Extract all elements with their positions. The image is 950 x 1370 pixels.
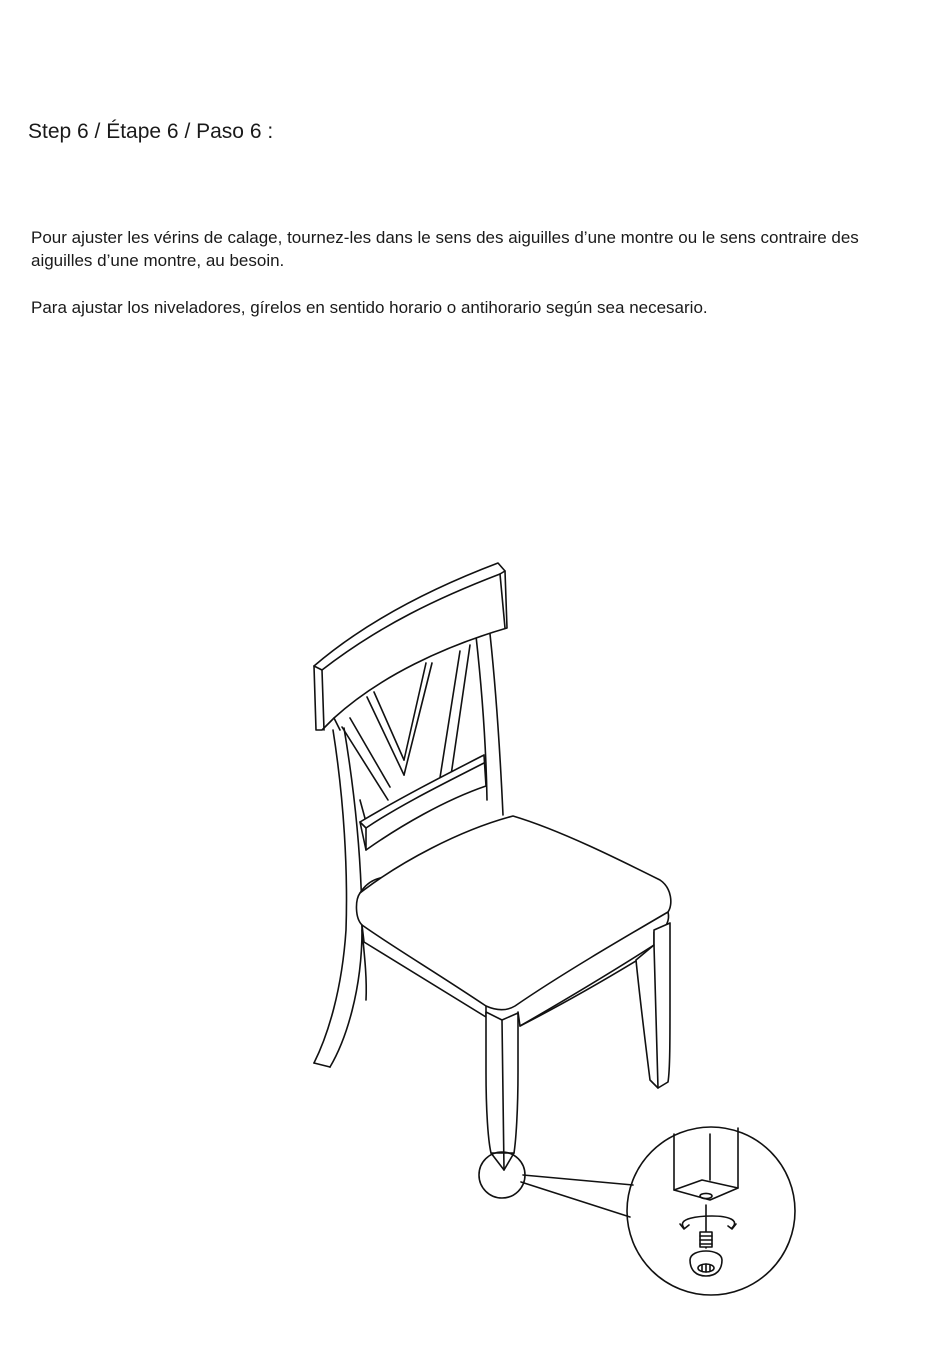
leg-end-detail bbox=[674, 1128, 738, 1200]
instruction-french: Pour ajuster les vérins de calage, tournez-les dans le sens des aiguilles d’une montre ou le sens contraire des aiguilles d’une montre, au besoin. bbox=[31, 228, 859, 270]
step-title: Step 6 / Étape 6 / Paso 6 : bbox=[28, 120, 274, 143]
instruction-spanish: Para ajustar los niveladores, gírelos en sentido horario o antihorario según sea necesario. bbox=[31, 298, 708, 317]
leveler-detail bbox=[627, 1127, 795, 1295]
leveler-foot-icon bbox=[690, 1251, 722, 1276]
front-left-leg bbox=[486, 1012, 518, 1170]
chair-seat bbox=[356, 816, 670, 1015]
front-right-leg bbox=[636, 923, 670, 1088]
rotation-arrow-icon bbox=[680, 1216, 736, 1229]
leveler-bolt-icon bbox=[700, 1205, 712, 1248]
chair-drawing bbox=[314, 563, 671, 1217]
top-rail bbox=[314, 563, 507, 730]
